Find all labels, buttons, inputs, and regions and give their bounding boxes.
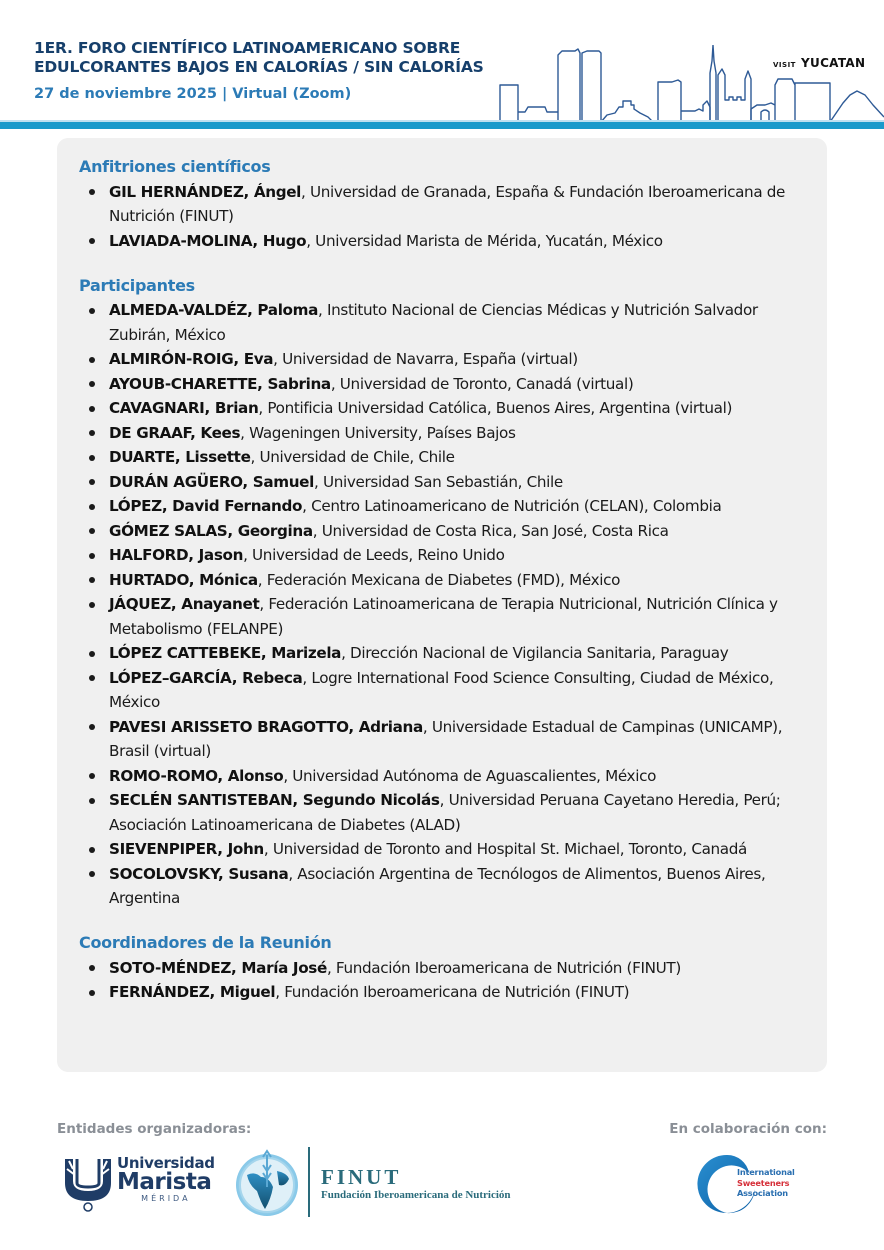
person-name: HALFORD, Jason (109, 546, 244, 564)
bullet-icon (89, 381, 95, 387)
bullet-icon (89, 651, 95, 657)
finut-name: FINUT (321, 1165, 402, 1189)
bullet-icon (89, 238, 95, 244)
bullet-icon (89, 577, 95, 583)
person-affiliation: , Universidad de Leeds, Reino Unido (243, 546, 505, 564)
person-affiliation: , Federación Latinoamericana de Terapia Nutricional, Nutrición Clínica y Metabolismo (FELANPE) (109, 595, 778, 638)
isa-line-2: Sweeteners (737, 1177, 790, 1188)
isa-line-1: International (737, 1167, 795, 1177)
person-list-item (79, 956, 809, 981)
bullet-icon (89, 602, 95, 608)
person-affiliation: , Logre International Food Science Consulting, Ciudad de México, México (109, 668, 774, 711)
visit-logo-small-text: VISIT (773, 61, 796, 69)
isa-wordmark (737, 1167, 795, 1199)
person-list-item (79, 788, 809, 837)
marista-line-1: Universidad (117, 1154, 215, 1172)
person-name: ROMO-ROMO, Alonso (109, 766, 284, 785)
bullet-icon (89, 189, 95, 195)
person-name: CAVAGNARI, Brian (109, 399, 259, 417)
person-list-item (79, 641, 809, 666)
person-affiliation: , Instituto Nacional de Ciencias Médicas y Nutrición Salvador Zubirán, México (109, 301, 758, 344)
person-name: DE GRAAF, Kees (109, 423, 241, 442)
section-title: Coordinadores de la Reunión (79, 933, 332, 952)
finut-full-name: Fundación Iberoamericana de Nutrición (321, 1189, 511, 1201)
person-list-item (79, 862, 809, 911)
person-name: HURTADO, Mónica (109, 570, 258, 589)
bullet-icon (89, 528, 95, 534)
visit-yucatan-logo (773, 52, 865, 71)
person-affiliation: , Pontificia Universidad Católica, Buenos Aires, Argentina (virtual) (258, 399, 733, 417)
section-hosts (79, 155, 809, 253)
person-name: DURÁN AGÜERO, Samuel (109, 472, 314, 491)
person-name: SIEVENPIPER, John (109, 840, 264, 858)
bullet-icon (89, 430, 95, 436)
person-list-item (79, 229, 809, 254)
person-list-item (79, 519, 809, 544)
person-name: JÁQUEZ, Anayanet (109, 595, 260, 613)
person-list-item (79, 543, 809, 568)
person-affiliation: , Universidad de Navarra, España (virtual) (273, 350, 578, 368)
person-list-item (79, 666, 809, 715)
person-name: PAVESI ARISSETO BRAGOTTO, Adriana (109, 717, 423, 736)
person-name: SOTO-MÉNDEZ, María José (109, 958, 327, 977)
person-name: DUARTE, Lissette (109, 448, 251, 466)
finut-wordmark (321, 1166, 511, 1202)
person-affiliation: , Universidad Marista de Mérida, Yucatán, México (306, 231, 663, 250)
person-list-item (79, 396, 809, 421)
finut-globe-wheat-icon (233, 1147, 301, 1219)
collaboration-label: En colaboración con: (669, 1121, 827, 1137)
bullet-icon (89, 990, 95, 996)
bullet-icon (89, 504, 95, 510)
event-title (34, 39, 484, 77)
bullet-icon (89, 357, 95, 363)
section-title: Anfitriones científicos (79, 157, 271, 176)
person-name: LAVIADA-MOLINA, Hugo (109, 231, 307, 250)
participants-panel (57, 138, 827, 1072)
person-affiliation: , Universidad Autónoma de Aguascalientes, México (283, 766, 657, 785)
participants-content (79, 155, 809, 1025)
person-name: FERNÁNDEZ, Miguel (109, 983, 276, 1001)
bullet-icon (89, 479, 95, 485)
person-name: AYOUB-CHARETTE, Sabrina (109, 374, 331, 393)
person-affiliation: , Universidade Estadual de Campinas (UNICAMP), Brasil (virtual) (109, 717, 783, 760)
event-title-line-1: 1ER. FORO CIENTÍFICO LATINOAMERICANO SOBRE (34, 39, 461, 57)
person-name: LÓPEZ, David Fernando (109, 497, 303, 515)
person-list-item (79, 715, 809, 764)
section-participants (79, 274, 809, 911)
person-affiliation: , Federación Mexicana de Diabetes (FMD), México (257, 570, 621, 589)
marista-line-2: Marista (117, 1169, 212, 1195)
header-rule (0, 122, 884, 129)
marista-wordmark (117, 1155, 215, 1204)
person-name: ALMIRÓN-ROIG, Eva (109, 350, 274, 368)
person-affiliation: , Fundación Iberoamericana de Nutrición (FINUT) (326, 958, 681, 977)
person-list-item (79, 764, 809, 789)
person-list-item (79, 421, 809, 446)
coordinators-list (79, 956, 809, 1005)
person-affiliation: , Fundación Iberoamericana de Nutrición (FINUT) (275, 983, 630, 1001)
event-date-location: 27 de noviembre 2025 | Virtual (Zoom) (34, 86, 352, 102)
universidad-marista-logo (63, 1155, 218, 1213)
international-sweeteners-association-logo (697, 1153, 832, 1218)
person-name: LÓPEZ–GARCÍA, Rebeca (109, 668, 303, 687)
person-affiliation: , Asociación Argentina de Tecnólogos de Alimentos, Buenos Aires, Argentina (109, 864, 766, 907)
person-name: GÓMEZ SALAS, Georgina (109, 521, 313, 540)
person-name: GIL HERNÁNDEZ, Ángel (109, 182, 302, 201)
isa-line-3: Association (737, 1188, 788, 1198)
person-list-item (79, 592, 809, 641)
person-affiliation: , Universidad de Granada, España & Fundación Iberoamericana de Nutrición (FINUT) (109, 182, 786, 225)
event-title-line-2: EDULCORANTES BAJOS EN CALORÍAS / SIN CALORÍAS (34, 58, 484, 76)
person-affiliation: , Universidad de Toronto and Hospital St. Michael, Toronto, Canadá (263, 840, 748, 858)
bullet-icon (89, 798, 95, 804)
person-affiliation: , Dirección Nacional de Vigilancia Sanitaria, Paraguay (341, 644, 729, 662)
bullet-icon (89, 965, 95, 971)
person-list-item (79, 980, 809, 1005)
person-list-item (79, 568, 809, 593)
bullet-icon (89, 455, 95, 461)
person-affiliation: , Centro Latinoamericano de Nutrición (CELAN), Colombia (302, 497, 722, 515)
person-name: LÓPEZ CATTEBEKE, Marizela (109, 644, 342, 662)
bullet-icon (89, 724, 95, 730)
page-header (0, 0, 884, 130)
bullet-icon (89, 773, 95, 779)
person-list-item (79, 298, 809, 347)
visit-logo-big-text: YUCATAN (801, 56, 866, 70)
person-affiliation: , Wageningen University, Países Bajos (240, 423, 516, 442)
organizers-label: Entidades organizadoras: (57, 1121, 252, 1137)
person-list-item (79, 445, 809, 470)
bullet-icon (89, 553, 95, 559)
bullet-icon (89, 308, 95, 314)
person-affiliation: , Universidad de Chile, Chile (250, 448, 455, 466)
person-affiliation: , Universidad de Costa Rica, San José, Costa Rica (312, 521, 669, 540)
person-name: SECLÉN SANTISTEBAN, Segundo Nicolás (109, 791, 440, 809)
person-affiliation: , Universidad de Toronto, Canadá (virtual) (330, 374, 634, 393)
participants-list (79, 298, 809, 911)
marista-line-3: MÉRIDA (141, 1194, 191, 1203)
person-list-item (79, 470, 809, 495)
finut-divider (308, 1147, 310, 1217)
bullet-icon (89, 871, 95, 877)
person-list-item (79, 372, 809, 397)
person-name: ALMEDA-VALDÉZ, Paloma (109, 301, 319, 319)
bullet-icon (89, 406, 95, 412)
person-list-item (79, 347, 809, 372)
section-title: Participantes (79, 275, 195, 295)
person-affiliation: , Universidad San Sebastián, Chile (313, 472, 563, 491)
hosts-list (79, 180, 809, 254)
person-list-item (79, 494, 809, 519)
person-list-item (79, 837, 809, 862)
bullet-icon (89, 675, 95, 681)
person-name: SOCOLOVSKY, Susana (109, 864, 289, 883)
section-coordinators (79, 931, 809, 1005)
person-affiliation: , Universidad Peruana Cayetano Heredia, Perú; Asociación Latinoamericana de Diabetes (ALAD) (109, 791, 781, 834)
bullet-icon (89, 847, 95, 853)
marista-deer-emblem-icon (63, 1155, 113, 1213)
person-list-item (79, 180, 809, 229)
